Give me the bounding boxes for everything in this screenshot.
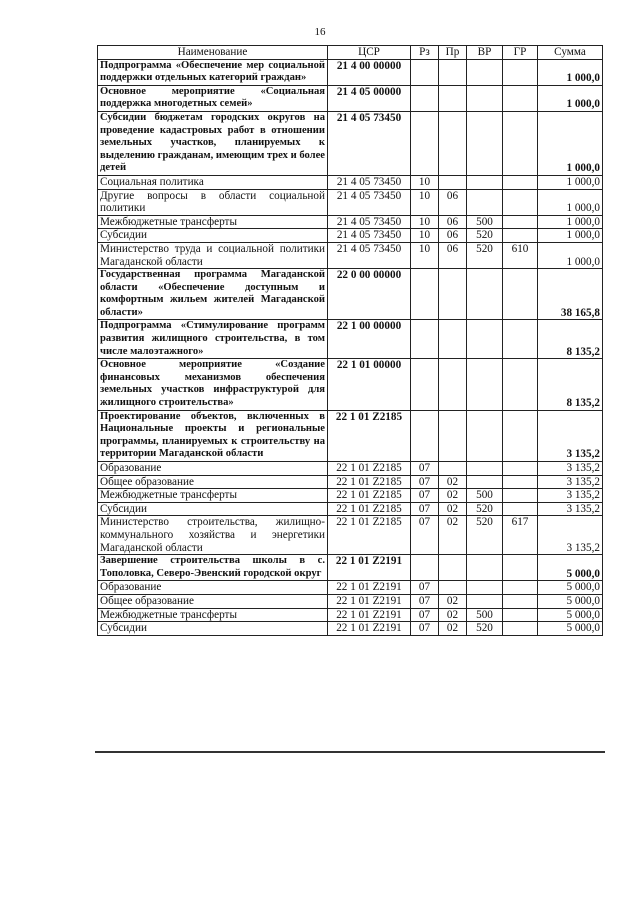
cell-csr: 22 1 01 Z2185 — [328, 489, 411, 503]
cell-rz: 07 — [411, 502, 439, 516]
cell-csr: 22 1 01 00000 — [328, 359, 411, 410]
cell-rz: 07 — [411, 594, 439, 608]
cell-csr: 21 4 05 73450 — [328, 242, 411, 268]
cell-name: Основное мероприятие «Социальная поддержка многодетных семей» — [98, 85, 328, 111]
cell-csr: 22 1 01 Z2185 — [328, 502, 411, 516]
cell-vr — [467, 189, 503, 215]
cell-gr — [503, 59, 538, 85]
cell-csr: 22 1 01 Z2191 — [328, 594, 411, 608]
cell-vr — [467, 269, 503, 320]
cell-rz: 07 — [411, 475, 439, 489]
table-header — [98, 46, 603, 60]
header-gr: ГР — [503, 46, 538, 60]
table-row — [98, 462, 603, 476]
table-row — [98, 320, 603, 359]
table-row — [98, 475, 603, 489]
cell-rz: 10 — [411, 242, 439, 268]
table-row — [98, 189, 603, 215]
cell-gr — [503, 608, 538, 622]
cell-pr: 02 — [439, 594, 467, 608]
cell-rz: 07 — [411, 462, 439, 476]
cell-sum: 1 000,0 — [538, 59, 603, 85]
cell-sum: 8 135,2 — [538, 359, 603, 410]
cell-sum: 1 000,0 — [538, 215, 603, 229]
cell-name: Образование — [98, 581, 328, 595]
cell-vr — [467, 59, 503, 85]
cell-pr — [439, 59, 467, 85]
cell-vr: 520 — [467, 502, 503, 516]
cell-rz — [411, 59, 439, 85]
cell-name: Проектирование объектов, включенных в Национальные проекты и региональные программы, планируемых к строительству на территории Магаданской области — [98, 410, 328, 461]
cell-csr: 22 1 01 Z2191 — [328, 622, 411, 636]
cell-name: Образование — [98, 462, 328, 476]
cell-name: Субсидии бюджетам городских округов на проведение кадастровых работ в отношении земельных участков, планируемых к выделению гражданам, имеющим трех и более детей — [98, 111, 328, 175]
cell-vr — [467, 555, 503, 581]
budget-table — [97, 45, 603, 636]
cell-pr — [439, 85, 467, 111]
cell-csr: 22 1 00 00000 — [328, 320, 411, 359]
table-row — [98, 622, 603, 636]
cell-pr: 06 — [439, 215, 467, 229]
cell-rz — [411, 555, 439, 581]
cell-sum: 5 000,0 — [538, 608, 603, 622]
cell-name: Межбюджетные трансферты — [98, 215, 328, 229]
cell-name: Министерство строительства, жилищно-коммунального хозяйства и энергетики Магаданской области — [98, 516, 328, 555]
cell-vr: 520 — [467, 242, 503, 268]
table-row — [98, 581, 603, 595]
table-row — [98, 111, 603, 175]
table-row — [98, 555, 603, 581]
cell-csr: 21 4 05 73450 — [328, 229, 411, 243]
cell-pr: 02 — [439, 489, 467, 503]
cell-vr — [467, 581, 503, 595]
cell-pr — [439, 359, 467, 410]
cell-vr: 520 — [467, 229, 503, 243]
cell-gr — [503, 555, 538, 581]
cell-vr: 500 — [467, 215, 503, 229]
cell-name: Субсидии — [98, 622, 328, 636]
cell-rz — [411, 359, 439, 410]
cell-vr — [467, 475, 503, 489]
cell-sum: 5 000,0 — [538, 594, 603, 608]
cell-gr — [503, 410, 538, 461]
cell-csr: 21 4 05 73450 — [328, 175, 411, 189]
cell-vr — [467, 111, 503, 175]
header-name: Наименование — [98, 46, 328, 60]
cell-rz: 07 — [411, 608, 439, 622]
cell-gr — [503, 462, 538, 476]
cell-name: Общее образование — [98, 594, 328, 608]
cell-gr — [503, 215, 538, 229]
cell-pr: 02 — [439, 516, 467, 555]
cell-sum: 1 000,0 — [538, 111, 603, 175]
cell-pr — [439, 269, 467, 320]
cell-vr — [467, 175, 503, 189]
table-row — [98, 269, 603, 320]
cell-sum: 3 135,2 — [538, 410, 603, 461]
cell-name: Завершение строительства школы в с. Тополовка, Северо-Эвенский городской округ — [98, 555, 328, 581]
cell-csr: 22 0 00 00000 — [328, 269, 411, 320]
cell-pr — [439, 175, 467, 189]
cell-gr — [503, 111, 538, 175]
cell-rz: 10 — [411, 229, 439, 243]
cell-rz: 07 — [411, 489, 439, 503]
cell-gr — [503, 269, 538, 320]
cell-pr: 06 — [439, 189, 467, 215]
cell-gr — [503, 320, 538, 359]
cell-csr: 21 4 05 73450 — [328, 111, 411, 175]
cell-vr: 520 — [467, 516, 503, 555]
cell-csr: 21 4 05 73450 — [328, 189, 411, 215]
cell-name: Общее образование — [98, 475, 328, 489]
cell-vr — [467, 320, 503, 359]
cell-vr: 520 — [467, 622, 503, 636]
cell-vr: 500 — [467, 489, 503, 503]
cell-sum: 3 135,2 — [538, 489, 603, 503]
cell-gr — [503, 622, 538, 636]
table-row — [98, 594, 603, 608]
cell-sum: 3 135,2 — [538, 516, 603, 555]
cell-csr: 22 1 01 Z2191 — [328, 608, 411, 622]
cell-gr — [503, 359, 538, 410]
cell-gr — [503, 229, 538, 243]
cell-rz: 07 — [411, 581, 439, 595]
cell-name: Социальная политика — [98, 175, 328, 189]
table-row — [98, 215, 603, 229]
cell-gr — [503, 85, 538, 111]
cell-csr: 22 1 01 Z2191 — [328, 555, 411, 581]
cell-name: Межбюджетные трансферты — [98, 608, 328, 622]
cell-name: Министерство труда и социальной политики Магаданской области — [98, 242, 328, 268]
page-number: 16 — [314, 26, 326, 38]
cell-pr — [439, 410, 467, 461]
cell-rz: 10 — [411, 189, 439, 215]
cell-csr: 22 1 01 Z2185 — [328, 410, 411, 461]
cell-sum: 3 135,2 — [538, 502, 603, 516]
cell-rz: 07 — [411, 516, 439, 555]
table-row — [98, 242, 603, 268]
cell-pr: 06 — [439, 242, 467, 268]
cell-sum: 3 135,2 — [538, 462, 603, 476]
cell-sum: 5 000,0 — [538, 555, 603, 581]
cell-sum: 3 135,2 — [538, 475, 603, 489]
cell-gr: 617 — [503, 516, 538, 555]
bottom-rule — [95, 751, 605, 753]
table-row — [98, 359, 603, 410]
table-row — [98, 85, 603, 111]
cell-gr — [503, 189, 538, 215]
cell-pr: 02 — [439, 608, 467, 622]
cell-pr: 02 — [439, 475, 467, 489]
header-pr: Пр — [439, 46, 467, 60]
cell-rz: 10 — [411, 215, 439, 229]
cell-name: Основное мероприятие «Создание финансовых механизмов обеспечения земельных участков инфраструктурой для жилищного строительства» — [98, 359, 328, 410]
cell-gr — [503, 489, 538, 503]
header-sum: Сумма — [538, 46, 603, 60]
cell-rz — [411, 320, 439, 359]
cell-pr — [439, 462, 467, 476]
cell-name: Подпрограмма «Обеспечение мер социальной поддержки отдельных категорий граждан» — [98, 59, 328, 85]
cell-gr — [503, 594, 538, 608]
cell-rz — [411, 410, 439, 461]
cell-vr — [467, 85, 503, 111]
table-row — [98, 59, 603, 85]
cell-rz — [411, 85, 439, 111]
header-csr: ЦСР — [328, 46, 411, 60]
cell-name: Субсидии — [98, 502, 328, 516]
cell-gr: 610 — [503, 242, 538, 268]
cell-csr: 22 1 01 Z2185 — [328, 516, 411, 555]
cell-csr: 22 1 01 Z2185 — [328, 475, 411, 489]
cell-vr — [467, 359, 503, 410]
table-row — [98, 516, 603, 555]
cell-sum: 5 000,0 — [538, 622, 603, 636]
cell-gr — [503, 475, 538, 489]
cell-sum: 1 000,0 — [538, 229, 603, 243]
cell-name: Подпрограмма «Стимулирование программ развития жилищного строительства, в том числе малоэтажного» — [98, 320, 328, 359]
table-row — [98, 229, 603, 243]
cell-csr: 21 4 05 00000 — [328, 85, 411, 111]
cell-sum: 1 000,0 — [538, 189, 603, 215]
cell-pr: 06 — [439, 229, 467, 243]
cell-sum: 38 165,8 — [538, 269, 603, 320]
cell-name: Государственная программа Магаданской области «Обеспечение доступным и комфортным жильем жителей Магаданской области» — [98, 269, 328, 320]
cell-pr — [439, 111, 467, 175]
table-row — [98, 175, 603, 189]
table-row — [98, 410, 603, 461]
cell-sum: 5 000,0 — [538, 581, 603, 595]
cell-csr: 22 1 01 Z2191 — [328, 581, 411, 595]
table-row — [98, 502, 603, 516]
header-vr: ВР — [467, 46, 503, 60]
cell-pr — [439, 320, 467, 359]
cell-name: Другие вопросы в области социальной политики — [98, 189, 328, 215]
cell-pr: 02 — [439, 502, 467, 516]
cell-name: Межбюджетные трансферты — [98, 489, 328, 503]
cell-sum: 1 000,0 — [538, 85, 603, 111]
table-row — [98, 608, 603, 622]
cell-sum: 1 000,0 — [538, 175, 603, 189]
cell-csr: 21 4 05 73450 — [328, 215, 411, 229]
cell-gr — [503, 581, 538, 595]
cell-rz: 10 — [411, 175, 439, 189]
cell-gr — [503, 502, 538, 516]
cell-vr — [467, 594, 503, 608]
cell-csr: 21 4 00 00000 — [328, 59, 411, 85]
table-row — [98, 489, 603, 503]
cell-vr — [467, 462, 503, 476]
cell-csr: 22 1 01 Z2185 — [328, 462, 411, 476]
cell-gr — [503, 175, 538, 189]
cell-sum: 8 135,2 — [538, 320, 603, 359]
cell-sum: 1 000,0 — [538, 242, 603, 268]
cell-pr: 02 — [439, 622, 467, 636]
header-rz: Рз — [411, 46, 439, 60]
cell-pr — [439, 581, 467, 595]
cell-rz — [411, 269, 439, 320]
cell-rz — [411, 111, 439, 175]
cell-pr — [439, 555, 467, 581]
cell-vr — [467, 410, 503, 461]
cell-vr: 500 — [467, 608, 503, 622]
cell-name: Субсидии — [98, 229, 328, 243]
cell-rz: 07 — [411, 622, 439, 636]
